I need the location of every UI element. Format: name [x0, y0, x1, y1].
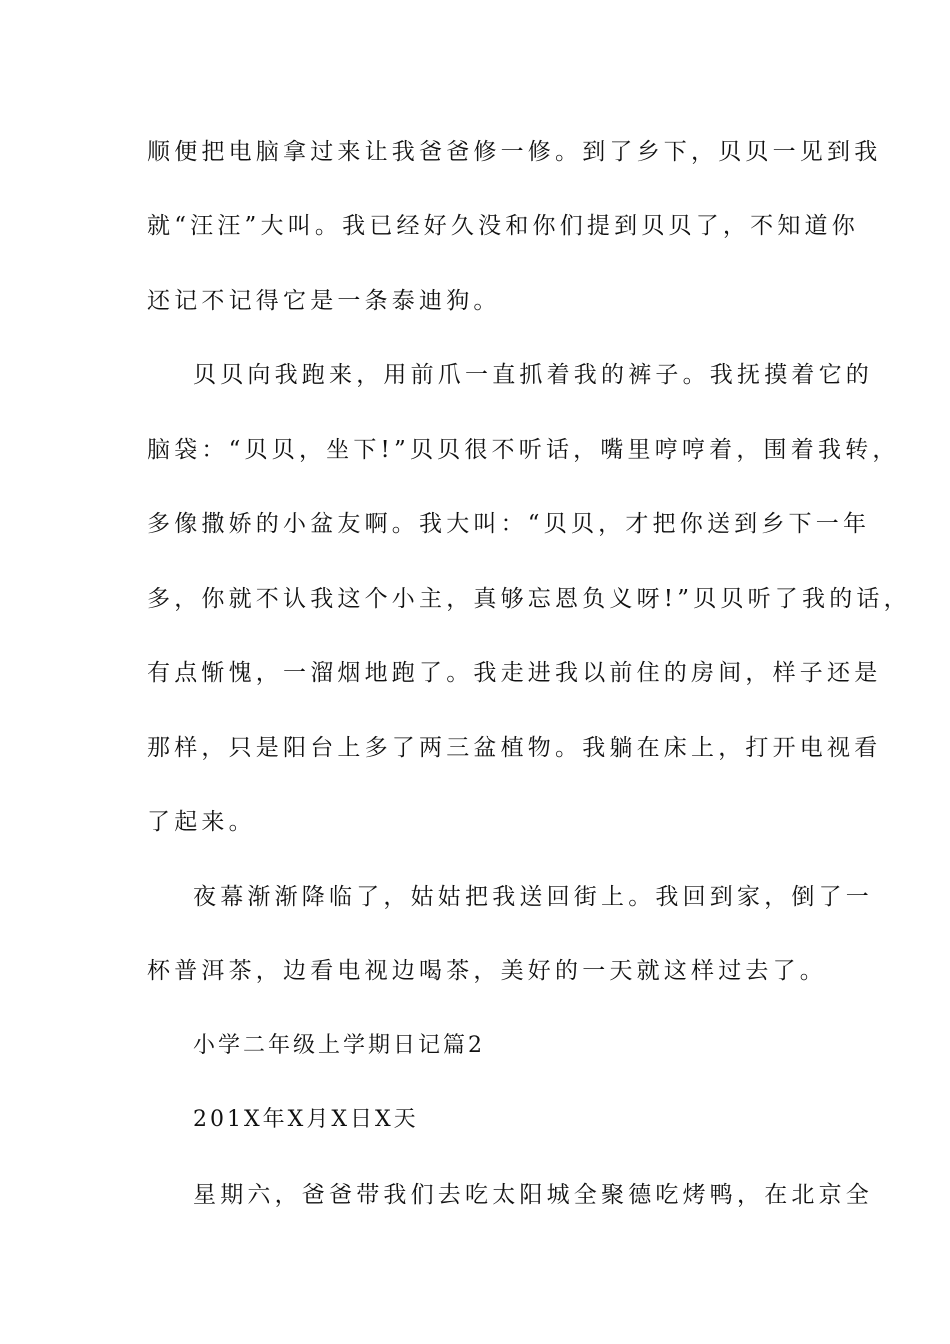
text-line: 杯普洱茶，边看电视边喝茶，美好的一天就这样过去了。 — [147, 958, 827, 984]
date-line: 201X年X月X日X天 — [193, 1107, 419, 1132]
text-line: 星期六，爸爸带我们去吃太阳城全聚德吃烤鸭，在北京全 — [193, 1182, 873, 1208]
text-line: 还记不记得它是一条泰迪狗。 — [147, 288, 501, 314]
text-line: 贝贝向我跑来，用前爪一直抓着我的裤子。我抚摸着它的 — [193, 362, 873, 388]
text-line: 脑袋：“贝贝，坐下!”贝贝很不听话，嘴里哼哼着，围着我转， — [147, 437, 900, 463]
text-line: 了起来。 — [147, 809, 256, 835]
text-line: 顺便把电脑拿过来让我爸爸修一修。到了乡下，贝贝一见到我 — [147, 139, 882, 165]
text-line: 多，你就不认我这个小主，真够忘恩负义呀!”贝贝听了我的话， — [147, 586, 911, 612]
text-line: 多像撒娇的小盆友啊。我大叫：“贝贝，才把你送到乡下一年 — [147, 511, 871, 537]
text-line: 夜幕渐渐降临了，姑姑把我送回街上。我回到家，倒了一 — [193, 884, 873, 910]
section-title: 小学二年级上学期日记篇2 — [193, 1033, 485, 1058]
text-line: 有点惭愧，一溜烟地跑了。我走进我以前住的房间，样子还是 — [147, 660, 882, 686]
text-line: 那样，只是阳台上多了两三盆植物。我躺在床上，打开电视看 — [147, 735, 882, 761]
text-line: 就“汪汪”大叫。我已经好久没和你们提到贝贝了，不知道你 — [147, 213, 859, 239]
